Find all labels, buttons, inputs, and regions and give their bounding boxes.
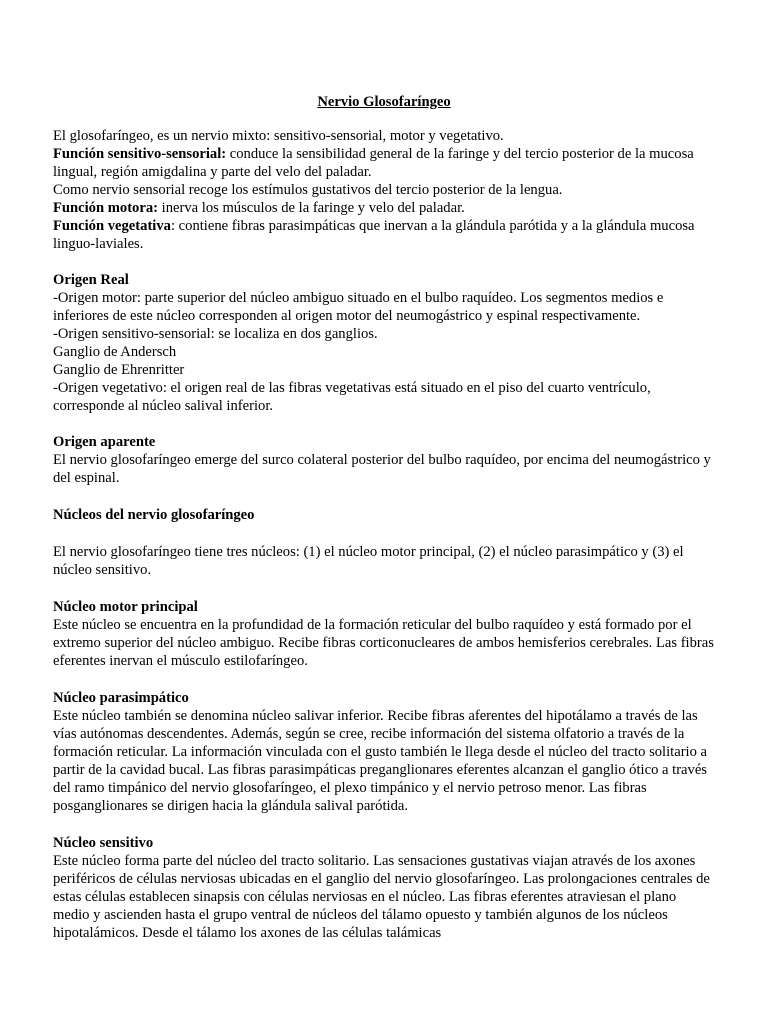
- origen-vegetativo-text: -Origen vegetativo: el origen real de las fibras vegetativas está situado en el piso del cuarto ventrículo, corresponde al núcleo salival inferior.: [53, 380, 651, 414]
- document-title: Nervio Glosofaríngeo: [317, 94, 451, 110]
- sensitivo-heading: Núcleo sensitivo: [53, 835, 154, 851]
- sensitivo-label: Función sensitivo-sensorial:: [53, 146, 227, 162]
- vegetativa-text: : contiene fibras parasimpáticas que inervan a la glándula parótida y a la glándula mucosa linguo-laviales.: [53, 218, 695, 252]
- intro-line: El glosofaríngeo, es un nervio mixto: sensitivo-sensorial, motor y vegetativo.: [53, 128, 504, 144]
- parasimpatico-text: Este núcleo también se denomina núcleo salivar inferior. Recibe fibras aferentes del hipotálamo a través de las vías autónomas descendentes. Además, según se cree, recibe información del sistema olfatorio a través de la formación reticular. La información vinculada con el gusto también le llega desde el núcleo del tracto solitario a partir de la cavidad bucal. Las fibras parasimpáticas preganglionares eferentes alcanzan el ganglio ótico a través del ramo timpánico del nervio glosofaríngeo, el plexo timpánico y el nervio petroso menor. Las fibras posganglionares se dirigen hacia la glándula salival parótida.: [53, 708, 708, 814]
- origen-sensitivo-text: -Origen sensitivo-sensorial: se localiza en dos ganglios.: [53, 326, 378, 342]
- ganglio-ehrenritter: Ganglio de Ehrenritter: [53, 362, 185, 378]
- origen-aparente-heading: Origen aparente: [53, 434, 156, 450]
- origen-real-heading: Origen Real: [53, 272, 129, 288]
- nucleos-text: El nervio glosofaríngeo tiene tres núcleos: (1) el núcleo motor principal, (2) el núcleo parasimpático y (3) el núcleo sensitivo.: [53, 544, 684, 578]
- vegetativa-label: Función vegetativa: [53, 218, 171, 234]
- motor-principal-text: Este núcleo se encuentra en la profundidad de la formación reticular del bulbo raquídeo y está formado por el extremo superior del núcleo ambiguo. Recibe fibras corticonucleares de ambos hemisferios cerebrales. Las fibras eferentes inervan el músculo estilofaríngeo.: [53, 617, 714, 669]
- vegetativa-paragraph: [53, 217, 715, 253]
- origen-motor-text: -Origen motor: parte superior del núcleo ambiguo situado en el bulbo raquídeo. Los segmentos medios e inferiores de este núcleo corresponden al origen motor del neumogástrico y espinal respectivamente.: [53, 290, 664, 324]
- motor-principal-heading: Núcleo motor principal: [53, 599, 198, 615]
- parasimpatico-heading: Núcleo parasimpático: [53, 690, 189, 706]
- sensitivo-paragraph: [53, 145, 715, 181]
- document-body: [53, 127, 715, 942]
- motora-text: inerva los músculos de la faringe y velo del paladar.: [158, 200, 465, 216]
- ganglio-andersch: Ganglio de Andersch: [53, 344, 177, 360]
- nucleos-heading: Núcleos del nervio glosofaríngeo: [53, 507, 255, 523]
- sensitivo-text-body: Este núcleo forma parte del núcleo del tracto solitario. Las sensaciones gustativas viajan através de los axones periféricos de células nerviosas ubicadas en el ganglio del nervio glosofaríngeo. Las prolongaciones centrales de estas células establecen sinapsis con células nerviosas en el núcleo. Las fibras eferentes atraviesan el plano medio y ascienden hasta el grupo ventral de núcleos del tálamo opuesto y también algunos de los núcleos hipotalámicos. Desde el tálamo los axones de las células talámicas: [53, 853, 710, 941]
- motora-paragraph: [53, 199, 715, 217]
- sensorial-line: Como nervio sensorial recoge los estímulos gustativos del tercio posterior de la lengua.: [53, 182, 563, 198]
- origen-aparente-text: El nervio glosofaríngeo emerge del surco colateral posterior del bulbo raquídeo, por encima del neumogástrico y del espinal.: [53, 452, 711, 486]
- motora-label: Función motora:: [53, 200, 158, 216]
- sensitivo-text: conduce la sensibilidad general de la faringe y del tercio posterior de la mucosa lingual, región amigdalina y parte del velo del paladar.: [53, 146, 694, 180]
